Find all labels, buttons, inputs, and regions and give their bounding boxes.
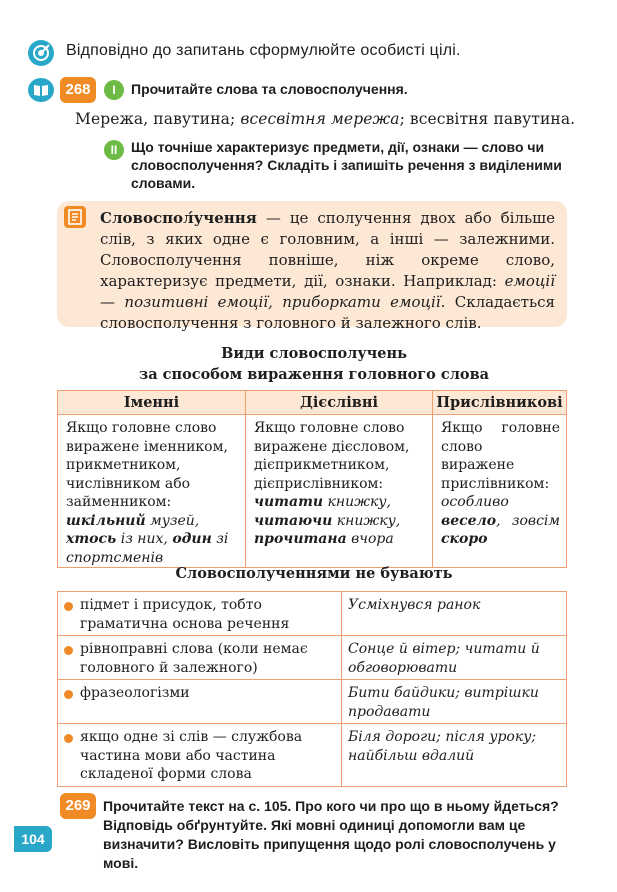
ex-word: музей, [145,512,200,529]
header-noun: Іменні [58,391,246,415]
table-1-title [60,343,568,385]
header-verb: Дієслівні [246,391,433,415]
bullet-dot [64,602,73,611]
ex-word: особливо [441,494,509,510]
words-part-1: Мережа, павутина; [75,110,241,128]
item-text: якщо одне зі слів — службова частина мови або частина складеної форми слова [80,729,303,782]
page-number: 104 [14,826,52,852]
table-header-row [58,391,567,415]
cell-noun [58,415,246,568]
not-phrase-example: Сонце й вітер; читати й обговорювати [342,636,567,680]
item-text: фразеологізми [80,685,190,701]
rule-text-1: — це сполучення двох або більше слів, з яких одне є головним, а інші — залежними. Словосполучення повніше, ніж окреме слово, характеризує предмети, дії, ознаки. Наприклад: [100,209,555,290]
ex-word: зі спортсменів [66,531,229,566]
rule-term: Словоспол́учення [100,209,257,227]
cell-noun-text: Якщо головне слово виражене іменником, прикметником, числівником або займенником: [66,420,228,510]
not-phrases-table [57,591,567,787]
rule-text [100,208,555,334]
cell-adverb-text: Якщо головне слово виражене прислівником: [441,420,560,492]
ex-word: вчора [346,531,394,547]
ex-word: весело [441,512,497,529]
table-row [58,636,567,680]
task-1-marker: I [104,80,124,100]
table-row [58,592,567,636]
task-1-text: Прочитайте слова та словосполучення. [131,81,408,97]
task-269-text: Прочитайте текст на с. 105. Про кого чи про що в ньому йдеться? Відповідь обґрунтуйте. Які мовні одиниці допомогли вам це визначити? Висловіть припущення щодо ролі словосполучень у мові. [103,798,559,871]
ex-word: хтось [66,531,117,547]
not-phrase-item [58,680,342,724]
ex-word: із них, [116,531,173,547]
exercise-268-badge: 268 [60,77,96,103]
ex-word: книжку, [332,512,401,529]
table-row [58,415,567,568]
bullet-dot [64,646,73,655]
goal-icon [28,40,54,66]
ex-word: шкільний [66,512,146,529]
not-phrase-item [58,636,342,680]
ex-word: читаючи [254,512,333,529]
bullet-dot [64,734,73,743]
goal-text: Відповідно до запитань сформулюйте особисті цілі. [66,42,461,59]
cell-verb [246,415,433,568]
item-text: рівноправні слова (коли немає головного й залежного) [80,641,308,676]
table-1-title-line-2: за способом вираження головного слова [138,366,490,383]
rule-example: емоції — позитивні емоції, приборкати емоції. [100,272,555,311]
cell-adverb [433,415,567,568]
words-part-2: ; всесвітня павутина. [399,110,576,128]
task-2-marker: II [104,140,124,160]
not-phrase-example: Бити байдики; витрішки продавати [342,680,567,724]
table-row [58,680,567,724]
words-italic: всесвітня мережа [240,110,400,128]
exercise-269-badge: 269 [60,793,96,819]
not-phrase-item [58,592,342,636]
rule-notebook-icon [64,206,86,228]
ex-word: один [172,531,212,547]
book-icon [28,78,54,102]
not-phrase-example: Біля дороги; після уроку; найбільш вдалий [342,724,567,787]
not-phrase-item [58,724,342,787]
header-adverb: Прислівникові [433,391,567,415]
task-2-text: Що точніше характеризує предмети, дії, ознаки — слово чи словосполучення? Складіть і запишіть речення з виділеними словами. [131,139,562,191]
ex-word: прочитана [254,531,347,547]
words-line [75,110,575,128]
ex-word: , зовсім [496,512,560,529]
bullet-dot [64,690,73,699]
table-2-title: Словосполученнями не бувають [175,565,453,582]
ex-word: читати [254,494,324,510]
table-1-title-line-1: Види словосполучень [221,345,407,362]
ex-word: скоро [441,531,488,547]
item-text: підмет і присудок, тобто граматична основа речення [80,597,290,632]
ex-word: книжку, [323,494,391,510]
cell-verb-text: Якщо головне слово виражене дієсловом, дієприкметником, дієприслівником: [254,420,410,492]
table-row [58,724,567,787]
phrase-types-table [57,390,567,568]
not-phrase-example: Усміхнувся ранок [342,592,567,636]
rule-text-2: Складається словосполучення з головного й залежного слів. [100,293,555,332]
